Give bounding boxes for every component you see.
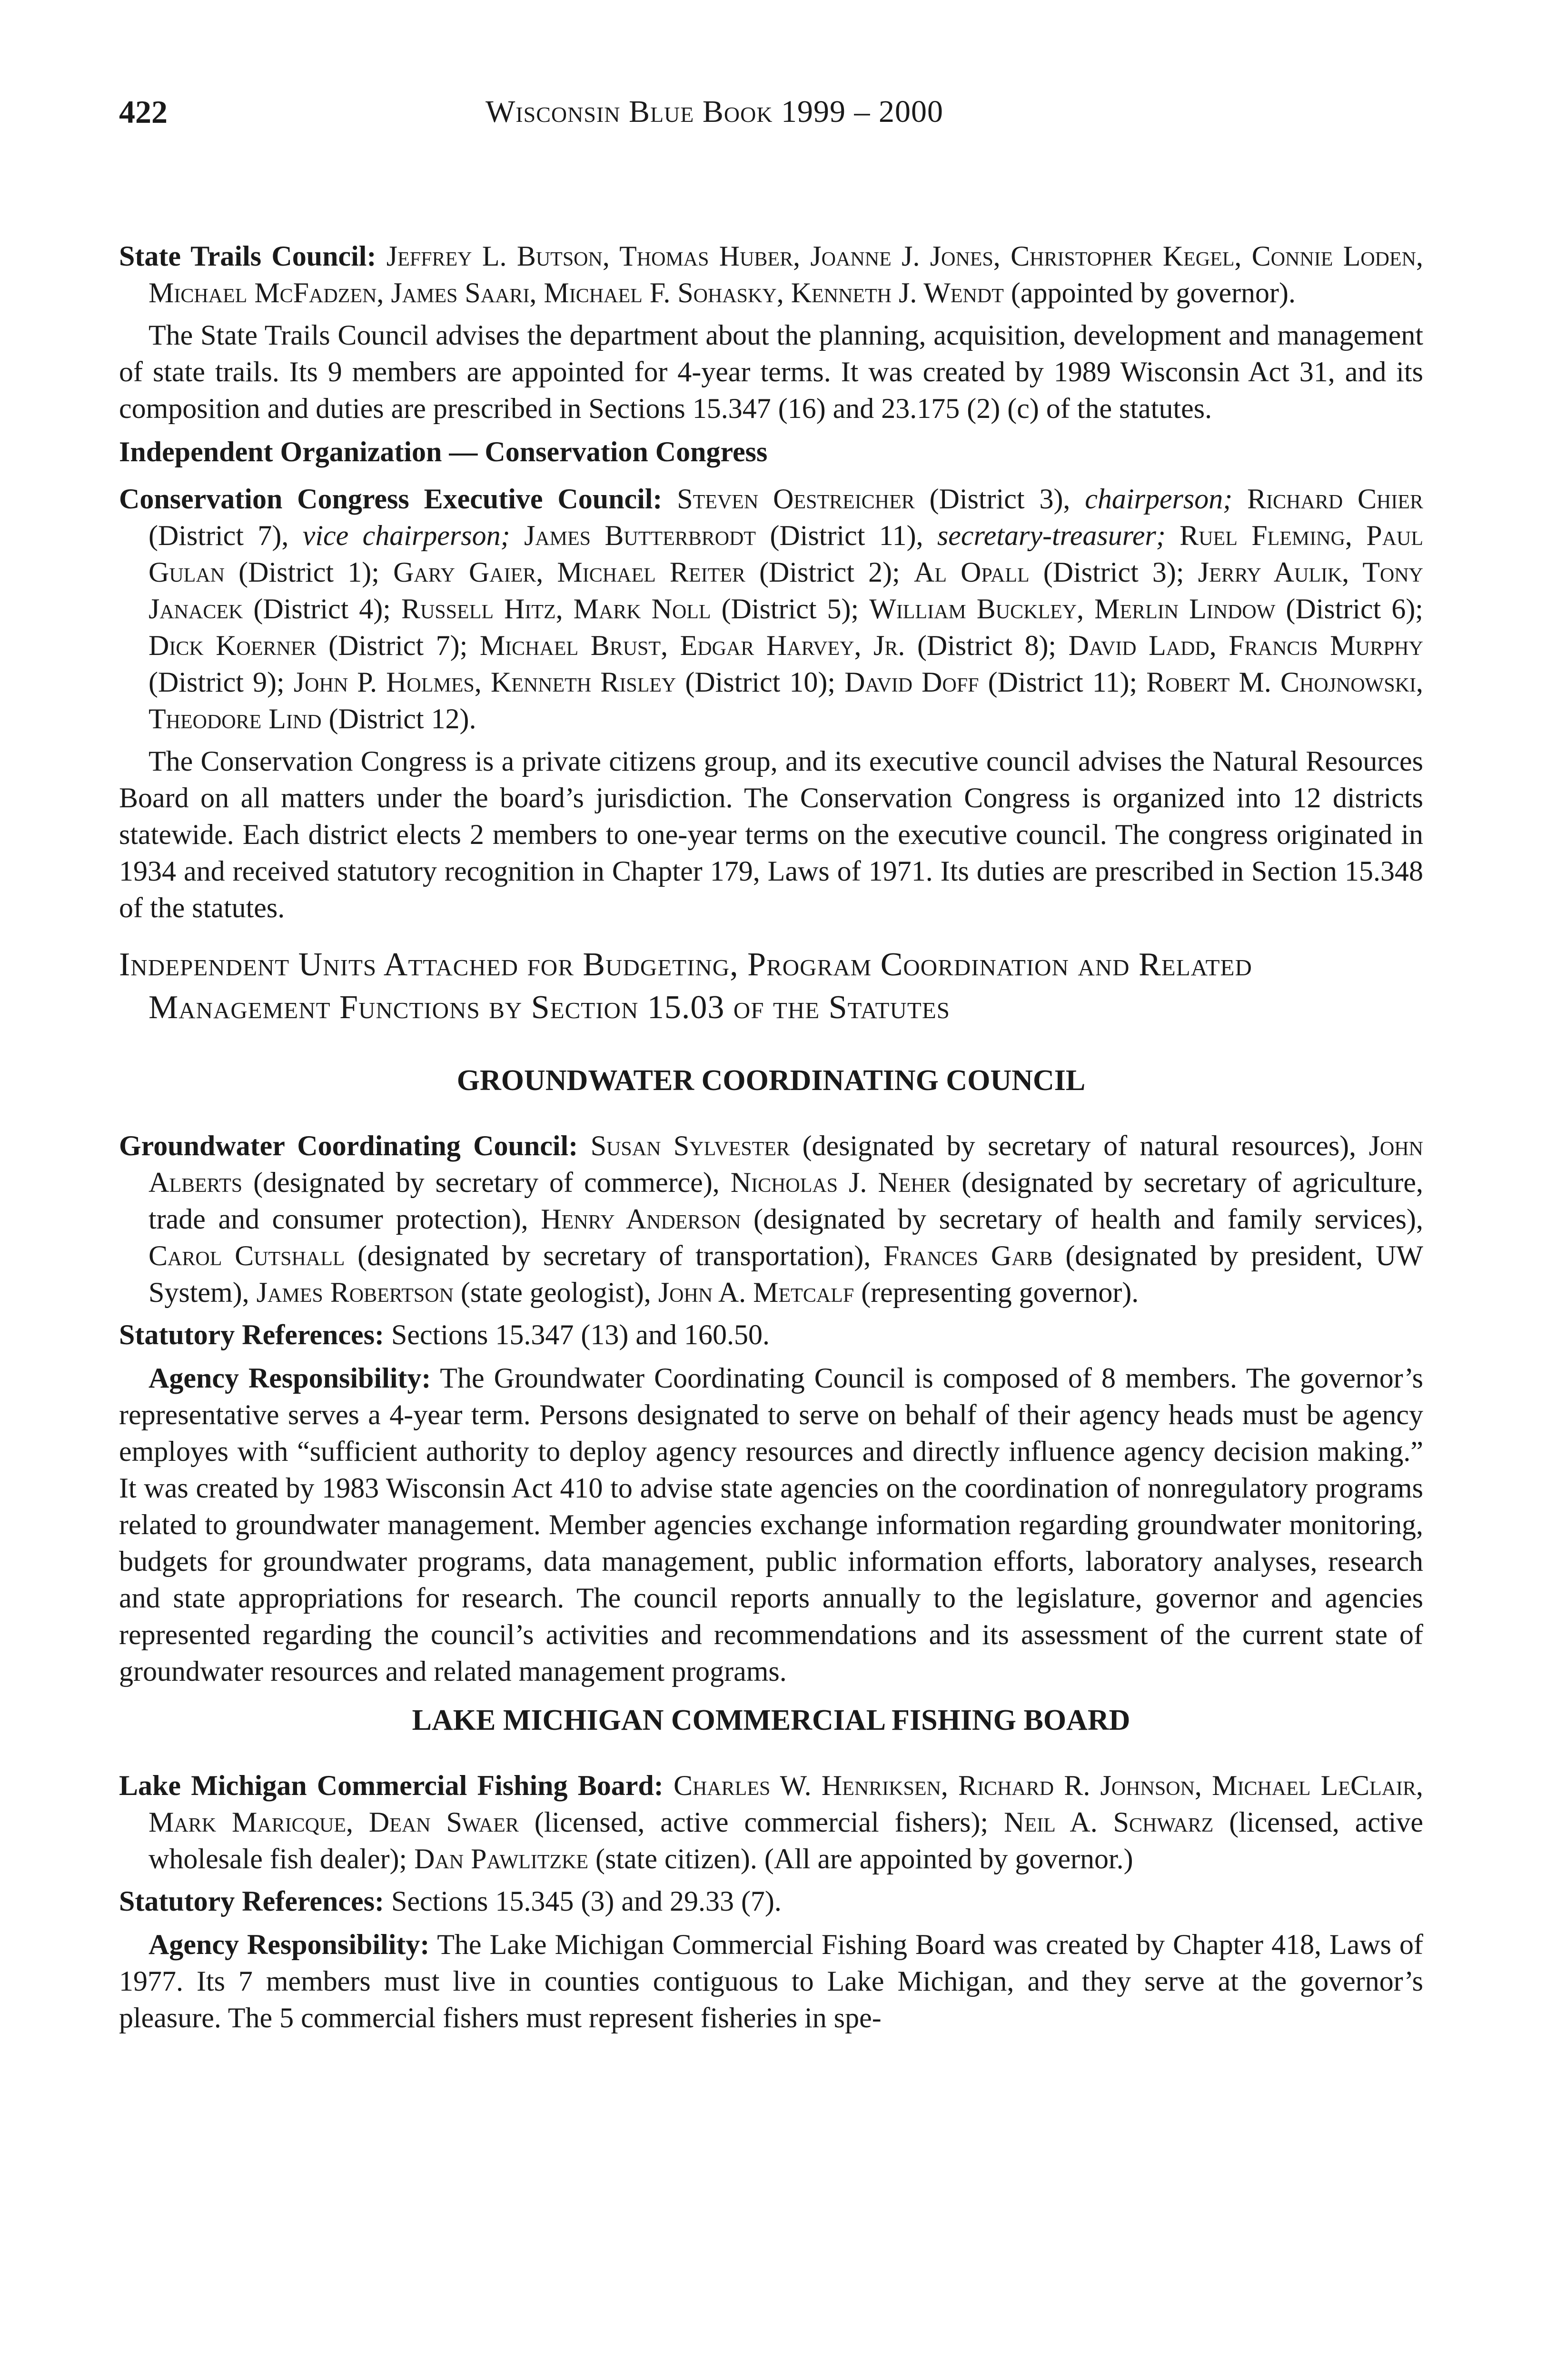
member-name: James Robertson [256, 1277, 454, 1308]
groundwater-council-entry [119, 1128, 1423, 1311]
member-name: David Ladd, Francis Murphy [1068, 630, 1423, 661]
member-name: Neil A. Schwarz [1004, 1806, 1214, 1838]
statutory-references-label: Statutory References: [119, 1885, 385, 1917]
designation-note: (state citizen). (All are appointed by governor.) [588, 1843, 1133, 1874]
page-number: 422 [119, 94, 168, 130]
state-trails-council-members: Jeffrey L. Butson, Thomas Huber, Joanne J. Jones, Christopher Kegel, Connie Loden, Michael McFadzen, James Saari, Michael F. Sohasky, Kenneth J. Wendt [149, 240, 1423, 308]
lake-michigan-board-label: Lake Michigan Commercial Fishing Board: [119, 1770, 664, 1801]
member-name: Charles W. Henriksen, Richard R. Johnson, Michael LeClair, Mark Maricque, Dean Swaer [149, 1770, 1423, 1838]
page [119, 86, 1423, 2043]
conservation-council-label: Conservation Congress Executive Council: [119, 483, 663, 515]
member-name: Nicholas J. Neher [730, 1167, 951, 1198]
designation-note: (licensed, active wholesale fish dealer); [149, 1806, 1423, 1874]
district-note: (District 1); [224, 556, 394, 588]
conservation-council-entry [119, 481, 1423, 737]
member-name: Carol Cutshall [149, 1240, 345, 1271]
designation-note: (designated by secretary of commerce), [242, 1167, 731, 1198]
agency-responsibility-text: The Groundwater Coordinating Council is composed of 8 members. The governor’s representative serves a 4-year term. Persons designated to serve on behalf of their agency heads must be agency employes with “sufficient authority to deploy agency resources and directly influence agency decision making.” It was created by 1983 Wisconsin Act 410 to advise state agencies on the coordination of nonregulatory programs related to groundwater management. Member agencies exchange information regarding groundwater monitoring, budgets for groundwater programs, data management, public information efforts, laboratory analyses, research and state appropriations for research. The council reports annually to the legislature, governor and agencies represented regarding the council’s activities and recommendations and its assessment of the current state of groundwater resources and related management programs. [119, 1362, 1423, 1687]
designation-note: (designated by secretary of transportation), [345, 1240, 884, 1271]
running-header [119, 86, 1423, 143]
designation-note: (representing governor). [854, 1277, 1139, 1308]
district-note: (District 6); [1275, 593, 1423, 625]
agency-responsibility-text: The Lake Michigan Commercial Fishing Board was created by Chapter 418, Laws of 1977. Its 7 members must live in counties contiguous to Lake Michigan, and they serve at the governor’s pleasure. The 5 commercial fishers must represent fisheries in spe- [119, 1929, 1423, 2033]
groundwater-statutory-references [119, 1317, 1423, 1353]
groundwater-agency-responsibility [119, 1360, 1423, 1690]
district-note: (District 7), [149, 520, 303, 551]
member-name: Gary Gaier, Michael Reiter [393, 556, 745, 588]
member-name: Frances Garb [883, 1240, 1053, 1271]
officer-role: vice chairperson; [302, 520, 510, 551]
agency-responsibility-label: Agency Responsibility: [149, 1362, 431, 1394]
member-name: John A. Metcalf [658, 1277, 854, 1308]
statutory-references-text: Sections 15.345 (3) and 29.33 (7). [384, 1885, 782, 1917]
member-name: Richard Chier [1232, 483, 1424, 515]
member-name: William Buckley, Merlin Lindow [869, 593, 1276, 625]
agency-responsibility-label: Agency Responsibility: [149, 1929, 430, 1960]
district-note: (District 10); [676, 666, 845, 698]
book-title: Wisconsin Blue Book 1999 – 2000 [486, 94, 944, 129]
member-name: Susan Sylvester [578, 1130, 790, 1161]
designation-note: (state geologist), [453, 1277, 658, 1308]
member-name: Dan Pawlitzke [414, 1843, 589, 1874]
state-trails-council-description: The State Trails Council advises the department about the planning, acquisition, development and management of state trails. Its 9 members are appointed for 4-year terms. It was created by 1989 Wisconsin Act 31, and its composition and duties are prescribed in Sections 15.347 (16) and 23.175 (2) (c) of the statutes. [119, 319, 1423, 424]
district-note: (District 11); [979, 666, 1147, 698]
independent-units-heading: Independent Units Attached for Budgeting, Program Coordination and Related Management Functions by Section 15.03 of the Statutes [119, 946, 1252, 1026]
member-name: Ruel Fleming, Paul Gulan [149, 520, 1423, 588]
lake-michigan-statutory-references [119, 1883, 1423, 1920]
district-note: (District 11), [756, 520, 937, 551]
page-body [119, 238, 1423, 2036]
district-note: (District 8); [905, 630, 1069, 661]
district-note: (District 4); [243, 593, 401, 625]
statutory-references-text: Sections 15.347 (13) and 160.50. [384, 1319, 770, 1350]
lake-michigan-board-title: LAKE MICHIGAN COMMERCIAL FISHING BOARD [412, 1704, 1130, 1736]
conservation-congress-description: The Conservation Congress is a private citizens group, and its executive council advises the Natural Resources Board on all matters under the board’s jurisdiction. The Conservation Congress is organized into 12 districts statewide. Each district elects 2 members to one-year terms on the executive council. The congress originated in 1934 and received statutory recognition in Chapter 179, Laws of 1971. Its duties are prescribed in Section 15.348 of the statutes. [119, 745, 1423, 923]
groundwater-council-label: Groundwater Coordinating Council: [119, 1130, 578, 1161]
member-name: Steven Oestreicher [662, 483, 915, 515]
district-note: (District 9); [149, 666, 294, 698]
designation-note: (licensed, active commercial fishers); [518, 1806, 1004, 1838]
officer-role: secretary-treasurer; [937, 520, 1166, 551]
state-trails-council-entry [119, 238, 1423, 311]
member-name: Dick Koerner [149, 630, 317, 661]
designation-note: (designated by secretary of agriculture, trade and consumer protection), [149, 1167, 1423, 1235]
member-name: Michael Brust, Edgar Harvey, Jr. [479, 630, 905, 661]
designation-note: (designated by president, UW System), [149, 1240, 1423, 1308]
officer-role: chairperson; [1085, 483, 1233, 515]
groundwater-council-title: GROUNDWATER COORDINATING COUNCIL [456, 1064, 1086, 1097]
statutory-references-label: Statutory References: [119, 1319, 385, 1350]
district-note: (District 2); [745, 556, 914, 588]
lake-michigan-board-entry [119, 1767, 1423, 1877]
district-note: (District 12). [321, 703, 476, 734]
member-name: David Doff [844, 666, 979, 698]
district-note: (District 5); [711, 593, 870, 625]
independent-organization-heading: Independent Organization — Conservation Congress [119, 436, 768, 467]
member-name: John Alberts [149, 1130, 1423, 1198]
district-note: (District 7); [316, 630, 480, 661]
state-trails-council-note: (appointed by governor). [1003, 277, 1296, 308]
member-name: Russell Hitz, Mark Noll [401, 593, 711, 625]
district-note: (District 3); [1029, 556, 1198, 588]
member-name: Robert M. Chojnowski, Theodore Lind [149, 666, 1423, 734]
district-note: (District 3), [914, 483, 1085, 515]
member-name: John P. Holmes, Kenneth Risley [293, 666, 676, 698]
designation-note: (designated by secretary of natural resources), [790, 1130, 1369, 1161]
state-trails-council-label: State Trails Council: [119, 240, 377, 272]
member-name: James Butterbrodt [510, 520, 756, 551]
member-name: Al Opall [914, 556, 1030, 588]
member-name: Henry Anderson [541, 1203, 741, 1235]
lake-michigan-agency-responsibility [119, 1926, 1423, 2036]
member-name: Jerry Aulik, Tony Janacek [149, 556, 1424, 625]
designation-note: (designated by secretary of health and family services), [741, 1203, 1423, 1235]
